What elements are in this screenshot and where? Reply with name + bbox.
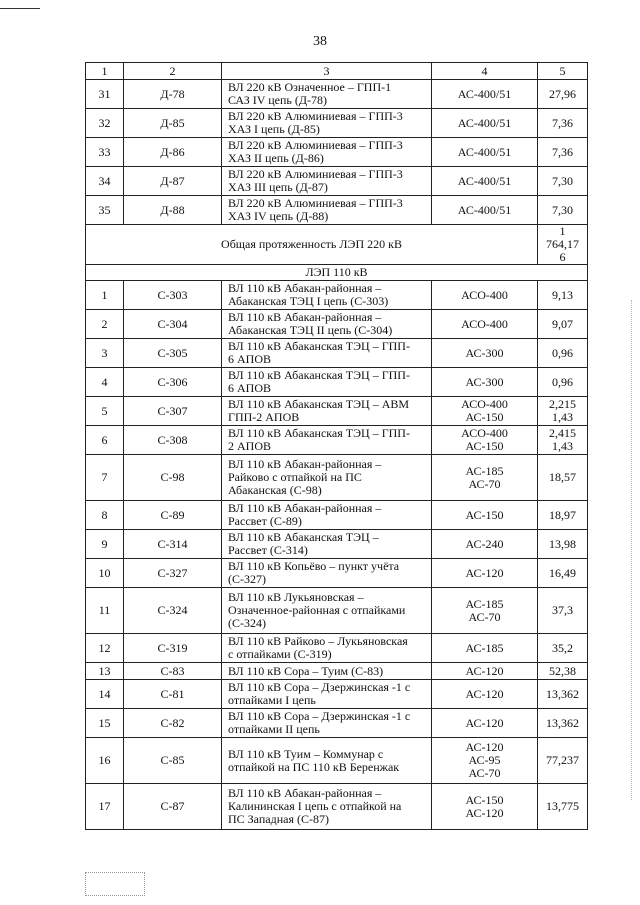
wire-type [432, 167, 538, 196]
line-length [538, 196, 588, 225]
top-rule [0, 8, 40, 9]
wire-type [432, 368, 538, 397]
line-name-line: ХАЗ I цепь (Д-85) [228, 122, 320, 136]
line-length-line: 7,30 [552, 202, 573, 217]
line-length [538, 709, 588, 738]
line-name [222, 680, 432, 709]
line-length-line: 35,2 [552, 640, 573, 655]
wire-type [432, 310, 538, 339]
total-value [538, 225, 588, 265]
line-name-line: ВЛ 220 кВ Алюминиевая – ГПП-3 [228, 196, 403, 210]
row-number: 2 [86, 310, 124, 339]
wire-type-line: АС-120 [465, 740, 504, 754]
line-name-line: ВЛ 110 кВ Абаканская ТЭЦ – ГПП- [228, 426, 410, 440]
line-code: С-308 [124, 426, 222, 455]
line-name-line: отпайками I цепь [228, 693, 316, 707]
line-name [222, 281, 432, 310]
header-cell: 4 [432, 63, 538, 80]
line-name-line: ХАЗ II цепь (Д-86) [228, 151, 324, 165]
stamp [85, 872, 145, 896]
line-name-line: ВЛ 110 кВ Абакан-районная – [228, 501, 382, 515]
wire-type-line: АС-300 [465, 374, 504, 389]
line-name-line: Райково с отпайкой на ПС [228, 470, 362, 484]
line-length-line: 0,96 [552, 374, 573, 389]
wire-type [432, 680, 538, 709]
line-code: С-324 [124, 588, 222, 634]
wire-type-line: АС-150 [465, 792, 504, 807]
total-label: Общая протяженность ЛЭП 220 кВ [86, 225, 538, 265]
line-name-line: САЗ IV цепь (Д-78) [228, 93, 328, 107]
line-length-line: 1,43 [552, 410, 573, 424]
row-number: 32 [86, 109, 124, 138]
wire-type-line: АС-150 [465, 507, 504, 522]
line-name [222, 530, 432, 559]
line-name-line: ВЛ 110 кВ Сора – Туим (С-83) [228, 663, 384, 678]
table-row [86, 680, 588, 709]
line-code: С-98 [124, 455, 222, 501]
row-number: 10 [86, 559, 124, 588]
table-row [86, 663, 588, 680]
table-row [86, 709, 588, 738]
wire-type-line: АС-120 [465, 805, 504, 820]
line-name [222, 738, 432, 784]
row-number: 5 [86, 397, 124, 426]
line-name [222, 426, 432, 455]
line-code: С-89 [124, 501, 222, 530]
line-length-line: 2,415 [549, 426, 576, 440]
line-length [538, 310, 588, 339]
line-length [538, 559, 588, 588]
line-name-line: ВЛ 110 кВ Сора – Дзержинская -1 с [228, 680, 411, 694]
line-name-line: ГПП-2 АПОВ [228, 410, 300, 424]
line-length [538, 738, 588, 784]
wire-type-line: АС-70 [468, 476, 501, 491]
line-name [222, 559, 432, 588]
wire-type [432, 109, 538, 138]
line-code: Д-88 [124, 196, 222, 225]
wire-type-line: АС-400/51 [457, 86, 512, 101]
line-name-line: ВЛ 110 кВ Райково – Лукьяновская [228, 634, 408, 648]
row-number: 3 [86, 339, 124, 368]
wire-type-line: АСО-400 [461, 287, 508, 302]
line-code: С-85 [124, 738, 222, 784]
line-code: С-314 [124, 530, 222, 559]
table-row [86, 397, 588, 426]
wire-type-line: АС-400/51 [457, 202, 512, 217]
line-code: С-83 [124, 663, 222, 680]
row-number: 9 [86, 530, 124, 559]
line-name [222, 634, 432, 663]
line-name-line: Рассвет (С-314) [228, 543, 308, 557]
line-name-line: Абаканская (С-98) [228, 483, 322, 497]
line-name-line: ВЛ 110 кВ Абаканская ТЭЦ – АВМ [228, 397, 410, 411]
wire-type-line: АСО-400 [461, 397, 508, 411]
wire-type [432, 709, 538, 738]
power-lines-table [85, 62, 588, 830]
wire-type [432, 663, 538, 680]
line-length [538, 368, 588, 397]
line-code: С-81 [124, 680, 222, 709]
line-name-line: отпайкой на ПС 110 кВ Беренжак [228, 759, 400, 774]
line-name [222, 310, 432, 339]
header-row [86, 63, 588, 80]
line-name-line: Абаканская ТЭЦ I цепь (С-303) [228, 294, 389, 308]
table-row [86, 559, 588, 588]
table-row [86, 784, 588, 830]
total-row [86, 225, 588, 265]
line-length [538, 281, 588, 310]
line-name-line: ВЛ 110 кВ Абаканская ТЭЦ – [228, 530, 379, 544]
wire-type [432, 196, 538, 225]
table-row [86, 80, 588, 109]
wire-type-line: АС-120 [465, 663, 504, 678]
wire-type [432, 588, 538, 634]
wire-type-line: АС-185 [465, 463, 504, 478]
wire-type [432, 339, 538, 368]
row-number: 33 [86, 138, 124, 167]
row-number: 11 [86, 588, 124, 634]
row-number: 17 [86, 784, 124, 830]
row-number: 13 [86, 663, 124, 680]
line-name-line: ВЛ 110 кВ Сора – Дзержинская -1 с [228, 709, 411, 723]
row-number: 1 [86, 281, 124, 310]
line-length-line: 77,237 [546, 753, 579, 767]
line-name-line: ВЛ 110 кВ Абакан-районная – [228, 281, 382, 295]
wire-type [432, 634, 538, 663]
row-number: 7 [86, 455, 124, 501]
line-length [538, 167, 588, 196]
line-name-line: ХАЗ III цепь (Д-87) [228, 180, 328, 194]
wire-type [432, 559, 538, 588]
wire-type-line: АСО-400 [461, 426, 508, 440]
line-length [538, 588, 588, 634]
line-length [538, 109, 588, 138]
wire-type-line: АС-150 [465, 410, 504, 424]
line-code: С-319 [124, 634, 222, 663]
line-length-line: 0,96 [552, 345, 573, 360]
line-name [222, 455, 432, 501]
line-length-line: 52,38 [549, 663, 576, 678]
line-name-line: ВЛ 220 кВ Алюминиевая – ГПП-3 [228, 138, 403, 152]
wire-type-line: АС-400/51 [457, 115, 512, 130]
line-length-line: 13,775 [546, 799, 579, 813]
page-number: 38 [313, 34, 327, 49]
line-code: С-303 [124, 281, 222, 310]
wire-type-line: АСО-400 [461, 316, 508, 331]
line-name-line: ВЛ 110 кВ Копьёво – пункт учёта [228, 559, 400, 573]
header-cell: 1 [86, 63, 124, 80]
row-number: 8 [86, 501, 124, 530]
line-name-line: 2 АПОВ [228, 439, 272, 453]
line-name-line: Означенное-районная с отпайками [228, 603, 406, 617]
margin-dots [631, 300, 632, 800]
line-code: С-87 [124, 784, 222, 830]
table-row [86, 167, 588, 196]
table-row [86, 501, 588, 530]
wire-type-line: АС-70 [468, 766, 501, 780]
wire-type-line: АС-150 [465, 439, 504, 453]
wire-type-line: АС-300 [465, 345, 504, 360]
table-row [86, 455, 588, 501]
line-length [538, 339, 588, 368]
line-code: С-82 [124, 709, 222, 738]
line-name-line: ПС Западная (С-87) [228, 812, 329, 826]
wire-type-line: АС-95 [468, 753, 501, 767]
wire-type [432, 80, 538, 109]
line-name-line: с отпайками (С-319) [228, 647, 332, 661]
table-row [86, 426, 588, 455]
row-number: 34 [86, 167, 124, 196]
table-row [86, 530, 588, 559]
table-row [86, 138, 588, 167]
wire-type-line: АС-120 [465, 565, 504, 580]
wire-type-line: АС-70 [468, 609, 501, 624]
line-length-line: 13,98 [549, 536, 576, 551]
line-name [222, 196, 432, 225]
wire-type-line: АС-185 [465, 596, 504, 611]
line-name-line: ВЛ 220 кВ Означенное – ГПП-1 [228, 80, 392, 94]
line-code: Д-85 [124, 109, 222, 138]
line-length-line: 18,97 [549, 507, 576, 522]
line-name [222, 167, 432, 196]
line-length [538, 634, 588, 663]
line-name-line: (С-324) [228, 616, 266, 630]
wire-type [432, 738, 538, 784]
line-name [222, 80, 432, 109]
line-length [538, 80, 588, 109]
line-length [538, 680, 588, 709]
section-title: ЛЭП 110 кВ [86, 265, 588, 281]
table-row [86, 588, 588, 634]
line-name-line: 6 АПОВ [228, 381, 272, 395]
line-code: С-307 [124, 397, 222, 426]
line-name-line: ХАЗ IV цепь (Д-88) [228, 209, 329, 223]
line-name-line: Рассвет (С-89) [228, 514, 302, 528]
line-name [222, 109, 432, 138]
line-code: С-304 [124, 310, 222, 339]
table-row [86, 196, 588, 225]
line-name [222, 339, 432, 368]
line-length [538, 138, 588, 167]
line-length [538, 663, 588, 680]
line-length-line: 7,30 [552, 173, 573, 188]
wire-type-line: АС-400/51 [457, 144, 512, 159]
line-length [538, 784, 588, 830]
line-name-line: ВЛ 110 кВ Лукьяновская – [228, 590, 364, 604]
row-number: 16 [86, 738, 124, 784]
table-row [86, 281, 588, 310]
row-number: 14 [86, 680, 124, 709]
wire-type-line: АС-400/51 [457, 173, 512, 188]
wire-type [432, 530, 538, 559]
line-name-line: ВЛ 110 кВ Абакан-районная – [228, 310, 382, 324]
header-cell: 3 [222, 63, 432, 80]
line-name-line: 6 АПОВ [228, 352, 272, 366]
total-value-line: 1 764,17 [546, 224, 579, 251]
row-number: 35 [86, 196, 124, 225]
line-code: Д-86 [124, 138, 222, 167]
line-length [538, 530, 588, 559]
wire-type-line: АС-240 [465, 536, 504, 551]
table-row [86, 368, 588, 397]
row-number: 31 [86, 80, 124, 109]
line-length-line: 1,43 [552, 439, 573, 453]
row-number: 12 [86, 634, 124, 663]
line-name [222, 588, 432, 634]
line-length [538, 426, 588, 455]
line-code: С-305 [124, 339, 222, 368]
line-length [538, 501, 588, 530]
line-length-line: 2,215 [549, 397, 576, 411]
header-cell: 5 [538, 63, 588, 80]
line-name-line: ВЛ 110 кВ Абаканская ТЭЦ – ГПП- [228, 339, 410, 353]
wire-type [432, 138, 538, 167]
line-length-line: 13,362 [546, 686, 579, 701]
row-number: 4 [86, 368, 124, 397]
section-row [86, 265, 588, 281]
table-row [86, 634, 588, 663]
line-code: С-306 [124, 368, 222, 397]
line-length-line: 9,13 [552, 287, 573, 302]
row-number: 6 [86, 426, 124, 455]
wire-type-line: АС-120 [465, 715, 504, 730]
line-length-line: 9,07 [552, 316, 573, 331]
line-name-line: ВЛ 110 кВ Туим – Коммунар с [228, 746, 384, 761]
line-code: Д-87 [124, 167, 222, 196]
wire-type [432, 501, 538, 530]
wire-type [432, 784, 538, 830]
wire-type-line: АС-185 [465, 640, 504, 655]
table-row [86, 109, 588, 138]
row-number: 15 [86, 709, 124, 738]
table-row [86, 310, 588, 339]
line-name-line: ВЛ 110 кВ Абаканская ТЭЦ – ГПП- [228, 368, 410, 382]
line-code: Д-78 [124, 80, 222, 109]
line-name-line: Абаканская ТЭЦ II цепь (С-304) [228, 323, 393, 337]
line-name-line: ВЛ 110 кВ Абакан-районная – [228, 786, 382, 800]
total-value-line: 6 [559, 250, 566, 264]
line-name [222, 663, 432, 680]
line-length-line: 13,362 [546, 715, 579, 730]
line-name-line: ВЛ 110 кВ Абакан-районная – [228, 457, 382, 471]
line-length-line: 37,3 [552, 603, 573, 617]
table-row [86, 738, 588, 784]
table-row [86, 339, 588, 368]
wire-type [432, 426, 538, 455]
header-cell: 2 [124, 63, 222, 80]
line-name [222, 368, 432, 397]
line-name [222, 397, 432, 426]
line-name-line: ВЛ 220 кВ Алюминиевая – ГПП-3 [228, 109, 403, 123]
line-name-line: Калининская I цепь с отпайкой на [228, 799, 402, 813]
wire-type-line: АС-120 [465, 686, 504, 701]
line-length-line: 27,96 [549, 86, 576, 101]
line-name-line: (С-327) [228, 572, 266, 586]
wire-type [432, 281, 538, 310]
wire-type [432, 397, 538, 426]
line-name [222, 138, 432, 167]
line-name [222, 784, 432, 830]
line-name [222, 709, 432, 738]
wire-type [432, 455, 538, 501]
line-length [538, 397, 588, 426]
line-name [222, 501, 432, 530]
line-length-line: 18,57 [549, 470, 576, 484]
line-length-line: 16,49 [549, 565, 576, 580]
line-name-line: ВЛ 220 кВ Алюминиевая – ГПП-3 [228, 167, 403, 181]
line-code: С-327 [124, 559, 222, 588]
line-length-line: 7,36 [552, 115, 573, 130]
line-length [538, 455, 588, 501]
line-name-line: отпайками II цепь [228, 722, 320, 736]
line-length-line: 7,36 [552, 144, 573, 159]
